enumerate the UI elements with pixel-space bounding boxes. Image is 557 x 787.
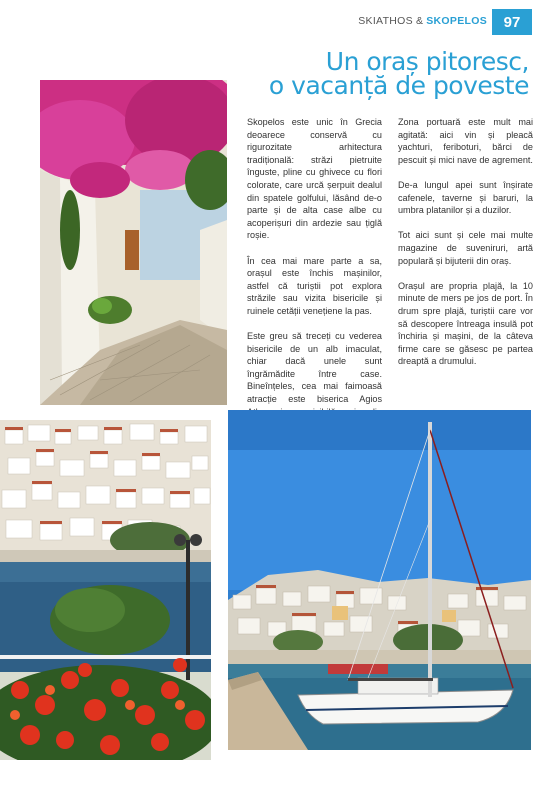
- title-line-1: Un oraș pitoresc,: [325, 47, 529, 76]
- header-highlight: SKOPELOS: [426, 15, 487, 27]
- title-line-2: o vacanță de poveste: [268, 71, 529, 100]
- paragraph: Skopelos este unic în Grecia deoarece conservă cu rigurozitate arhitectura tradițională: străzi pietruite înguste, pline cu ghivece cu flori colorate, care urcă șerpuit dealul din spatele golfului, lăsând de-o parte și de alta case albe cu acoperișuri din ardezie sau țiglă roșie.: [247, 117, 382, 241]
- running-header: [358, 15, 487, 27]
- paragraph: De-a lungul apei sunt înșirate cafenele, taverne și baruri, la umbra platanilor și a duzilor.: [398, 179, 533, 216]
- photo-bougainvillea-alley: [40, 80, 227, 405]
- text-column-2: [398, 116, 533, 380]
- paragraph: Zona portuară este mult mai agitată: aici vin și pleacă yachturi, feriboturi, bărci de pescuit și mici nave de agrement.: [398, 117, 533, 165]
- paragraph: Este greu să treceți cu vederea bisericile de un alb imaculat, chiar dacă unele sunt îngrămădite între case. Bineînțeles, cea mai faimoasă atracție este biserica Agios: [247, 331, 382, 405]
- paragraph: Orașul are propria plajă, la 10 minute de mers pe jos de port. În drum spre plajă, turiștii care vor să descopere întreaga insulă pot închiria și mașini, de la câteva firme care se găsesc pe partea dreaptă a drumului.: [398, 280, 533, 367]
- header-ampersand: &: [415, 15, 424, 27]
- paragraph: În cea mai mare parte a sa, orașul este închis mașinilor, astfel că turiștii pot explora străzile sau vizita bisericile și ruinele cetății venețiene la pas.: [247, 255, 382, 316]
- paragraph: Tot aici sunt și cele mai multe magazine de suveniruri, artă populară și bijuterii din oraș.: [398, 230, 533, 266]
- photo-sailboat-harbor: [228, 410, 531, 750]
- photo-town-flowers: [0, 420, 211, 760]
- text-column-1: [247, 116, 382, 443]
- header-section: SKIATHOS: [358, 15, 413, 27]
- article-title: [268, 47, 529, 100]
- page-number: 97: [492, 9, 532, 35]
